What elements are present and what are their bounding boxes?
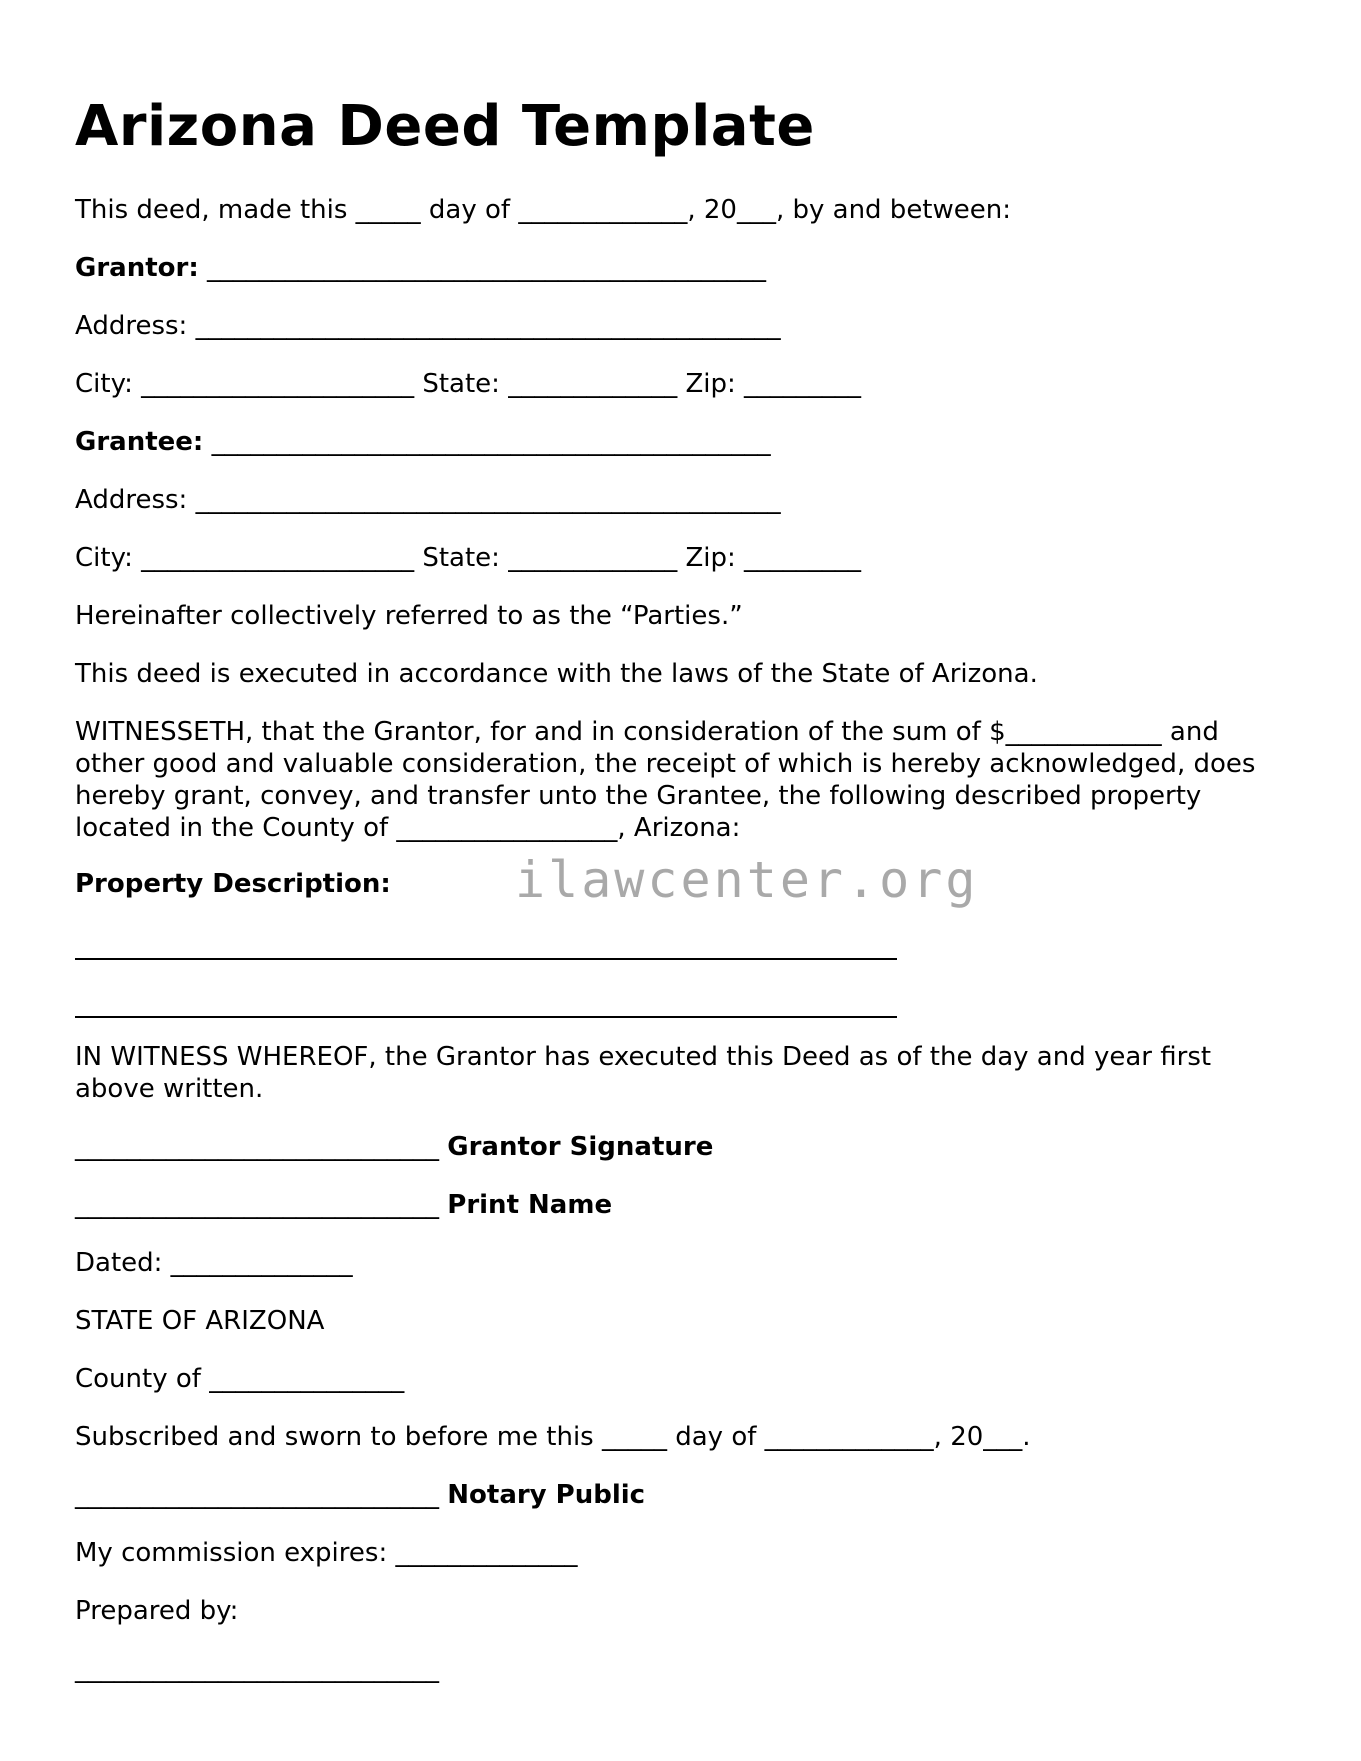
- grantor-city-line: City: _____________________ State: _____________ Zip: _________: [75, 369, 862, 399]
- grantor-signature-blank: ____________________________: [75, 1132, 439, 1162]
- watermark: ilawcenter.org: [515, 851, 979, 909]
- print-name-line: [75, 1189, 612, 1221]
- grantee-name-blank: ___________________________________________: [211, 427, 771, 457]
- grantee-city-line: City: _____________________ State: _____________ Zip: _________: [75, 543, 862, 573]
- property-description-label: Property Description:: [75, 869, 391, 899]
- prepared-by-blank: ____________________________: [75, 1654, 439, 1684]
- prepared-by-line: Prepared by:: [75, 1596, 239, 1626]
- property-description-blank-1: [75, 958, 897, 960]
- laws-text: This deed is executed in accordance with the laws of the State of Arizona.: [75, 659, 1038, 689]
- notary-public-line: [75, 1479, 645, 1511]
- witnesseth-paragraph: WITNESSETH, that the Grantor, for and in consideration of the sum of $____________ and other good and valuable consideration, the receipt of which is hereby acknowledged, does hereby grant, convey, and transfer unto the Grantee, the following described property located in the County of _________________, Arizona:: [75, 717, 1256, 843]
- print-name-label: Print Name: [447, 1190, 613, 1220]
- subscribed-line: Subscribed and sworn to before me this _____ day of _____________, 20___.: [75, 1422, 1031, 1452]
- grantor-line: [75, 252, 766, 284]
- grantor-signature-line: [75, 1131, 713, 1163]
- county-of-line: County of _______________: [75, 1364, 405, 1394]
- notary-public-label: Notary Public: [447, 1480, 646, 1510]
- parties-text: Hereinafter collectively referred to as the “Parties.”: [75, 601, 743, 631]
- commission-expires-line: My commission expires: ______________: [75, 1538, 578, 1568]
- intro-line: This deed, made this _____ day of _____________, 20___, by and between:: [75, 195, 1011, 225]
- grantee-line: [75, 426, 771, 458]
- state-heading: STATE OF ARIZONA: [75, 1306, 325, 1336]
- page-title: Arizona Deed Template: [75, 94, 815, 159]
- property-description-blank-2: [75, 1016, 897, 1018]
- grantor-label: Grantor:: [75, 253, 199, 283]
- grantor-name-blank: ___________________________________________: [207, 253, 766, 283]
- grantee-label: Grantee:: [75, 427, 204, 457]
- in-witness-paragraph: IN WITNESS WHEREOF, the Grantor has executed this Deed as of the day and year first above written.: [75, 1042, 1212, 1104]
- grantor-address-line: Address: _____________________________________________: [75, 311, 781, 341]
- grantee-address-line: Address: _____________________________________________: [75, 485, 781, 515]
- dated-line: Dated: ______________: [75, 1248, 353, 1278]
- print-name-blank: ____________________________: [75, 1190, 439, 1220]
- grantor-signature-label: Grantor Signature: [447, 1132, 714, 1162]
- notary-signature-blank: ____________________________: [75, 1480, 439, 1510]
